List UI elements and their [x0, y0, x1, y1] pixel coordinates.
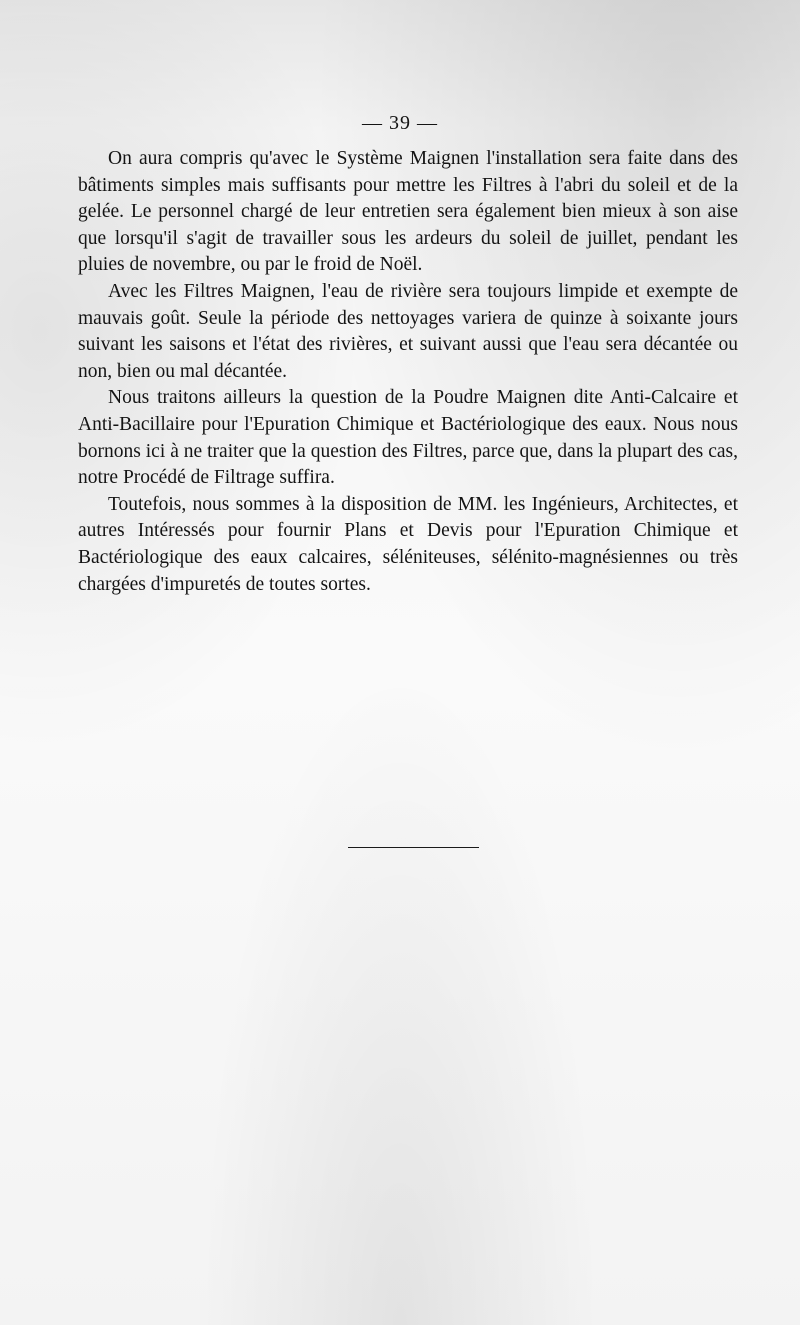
- body-text: [78, 146, 738, 598]
- paragraph-2: Avec les Filtres Maignen, l'eau de rivière sera toujours limpide et exempte de mauvais goût. Seule la période des nettoyages variera de quinze à soixante jours suivant les saisons et l'état des rivières, et suivant aussi que l'eau sera décantée ou non, bien ou mal décantée.: [78, 280, 738, 382]
- section-end-rule: [348, 847, 479, 848]
- paragraph-3: Nous traitons ailleurs la question de la Poudre Maignen dite Anti-Calcaire et Anti-Bacillaire pour l'Epuration Chimique et Bactériologique des eaux. Nous nous bornons ici à ne traiter que la question des Filtres, parce que, dans la plupart des cas, notre Procédé de Filtrage suffira.: [78, 387, 738, 489]
- paragraph-4: Toutefois, nous sommes à la disposition de MM. les Ingénieurs, Architectes, et autres Intéressés pour fournir Plans et Devis pour l'Epuration Chimique et Bactériologique des eaux calcaires, séléniteuses, sélénito-magnésiennes ou très chargées d'impuretés de toutes sortes.: [78, 493, 738, 595]
- paragraph-1: On aura compris qu'avec le Système Maignen l'installation sera faite dans des bâtiments simples mais suffisants pour mettre les Filtres à l'abri du soleil et de la gelée. Le personnel chargé de leur entretien sera également bien mieux à son aise que lorsqu'il s'agit de travailler sous les ardeurs du soleil de juillet, pendant les pluies de novembre, ou par le froid de Noël.: [78, 148, 738, 276]
- page-number: — 39 —: [362, 112, 438, 134]
